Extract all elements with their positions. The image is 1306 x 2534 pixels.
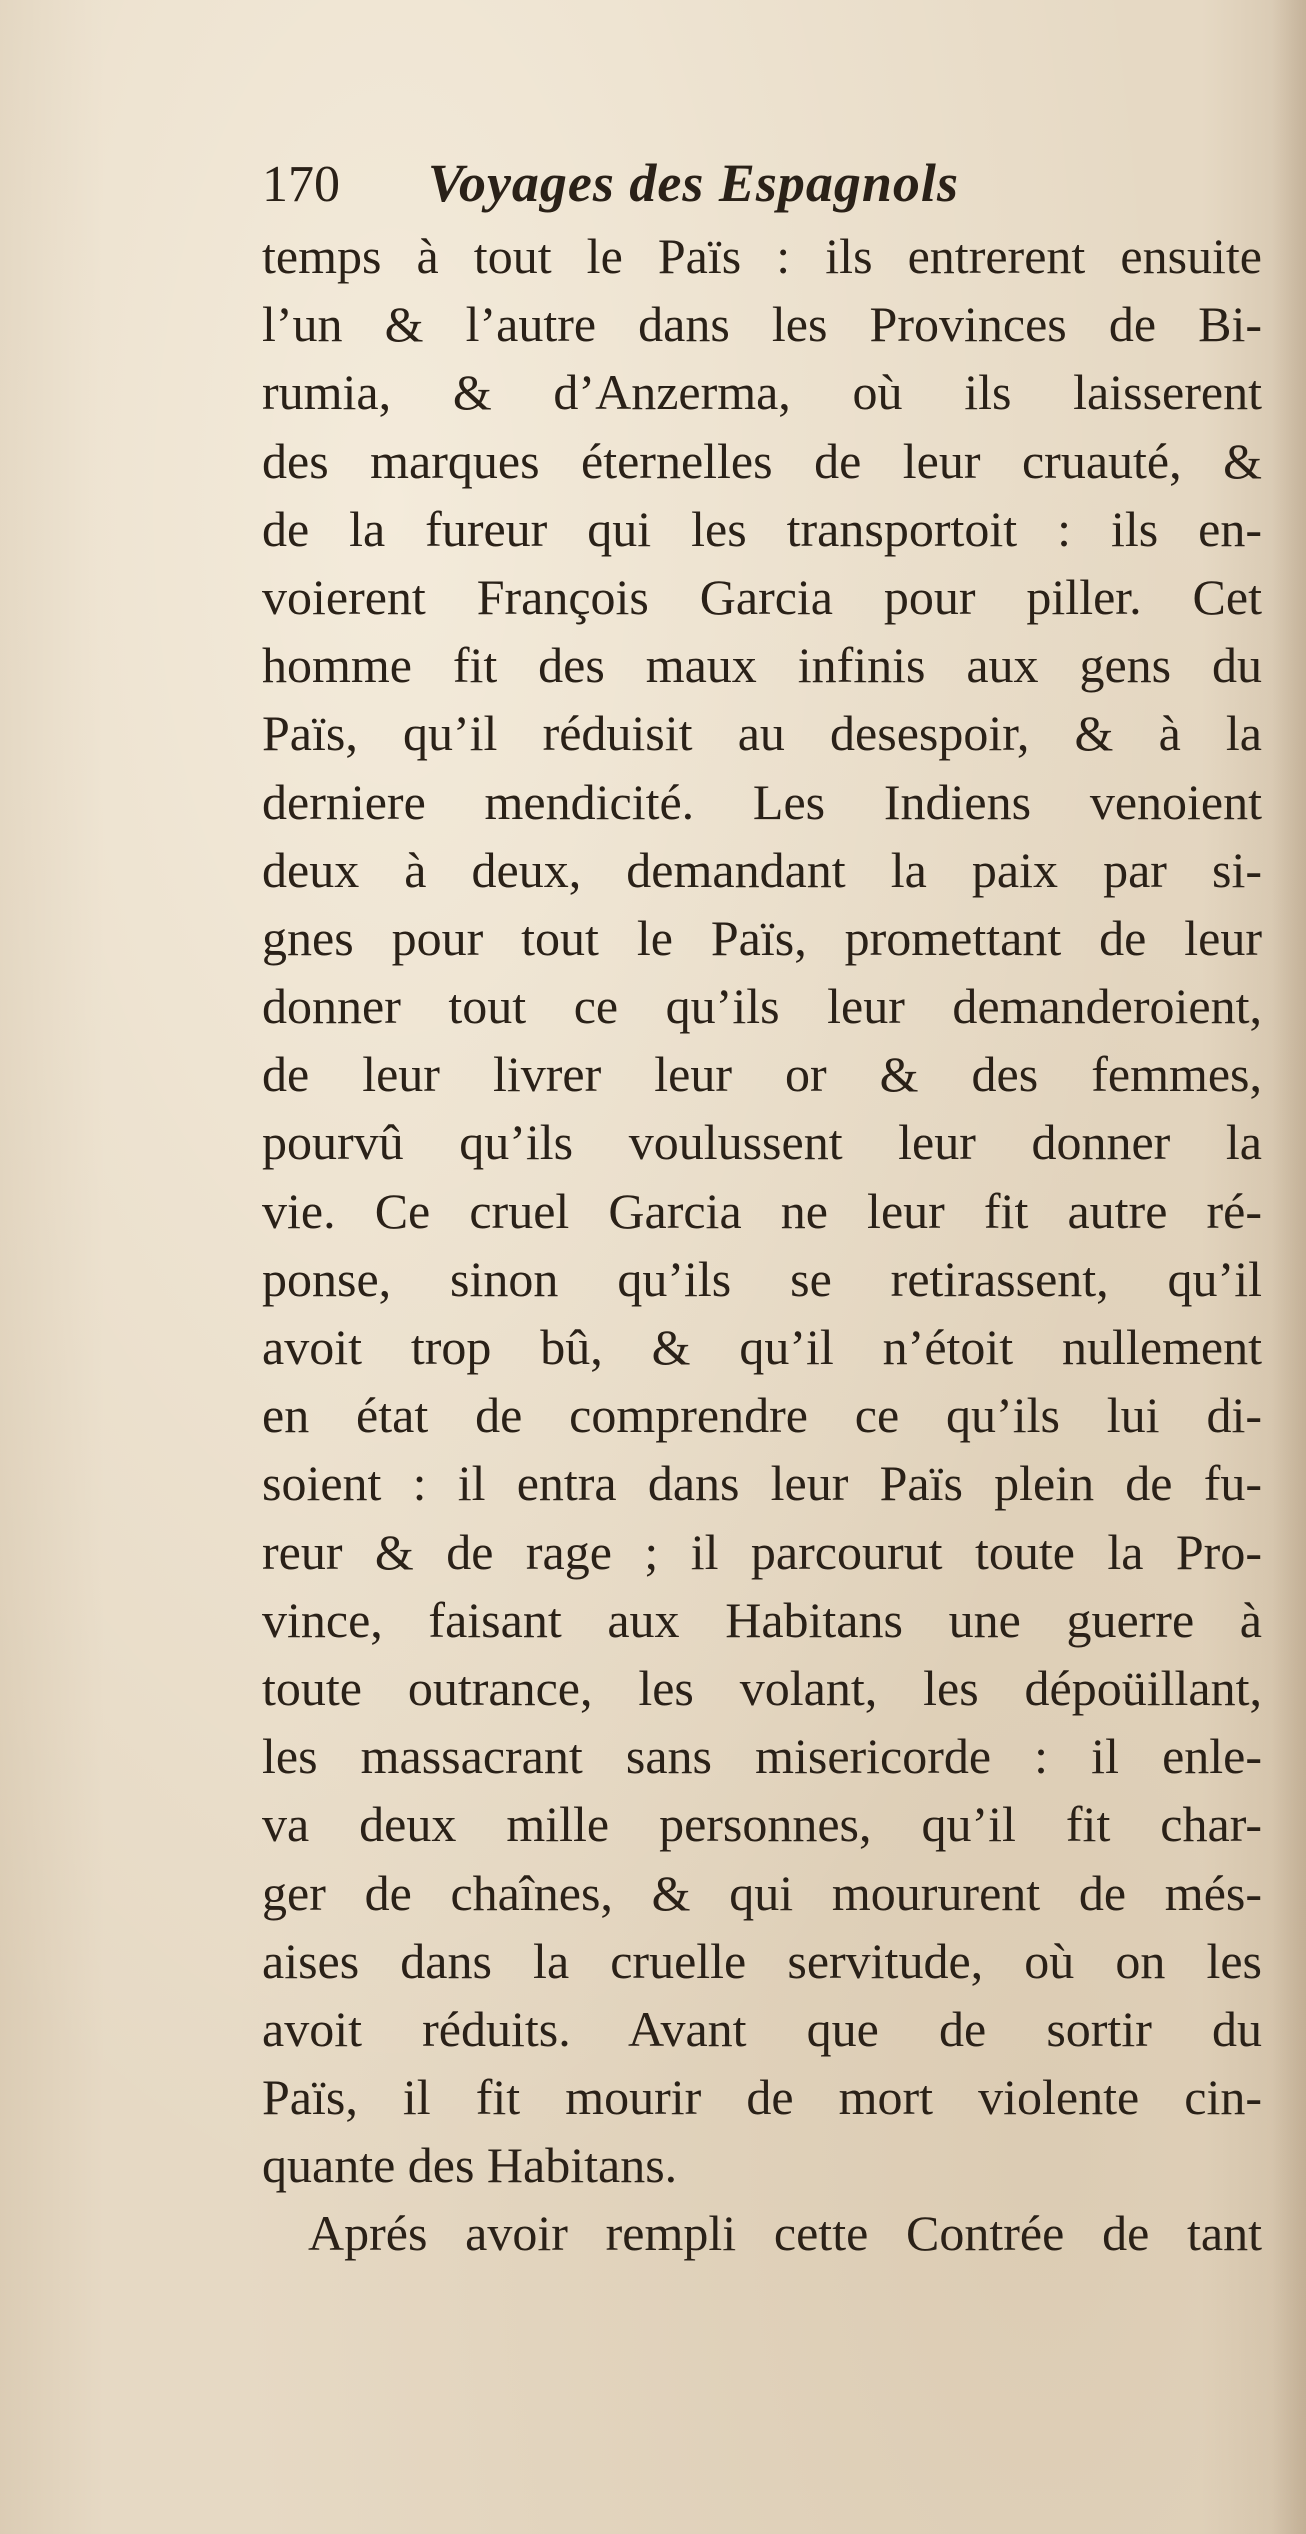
text-line: donner tout ce qu’ils leur demanderoient,: [262, 978, 1262, 1035]
text-line: les massacrant sans misericorde : il enle-: [262, 1728, 1262, 1785]
body-text: [262, 222, 1262, 2268]
running-title: Voyages des Espagnols: [427, 153, 959, 213]
text-line: pourvû qu’ils voulussent leur donner la: [262, 1114, 1262, 1171]
text-line: aises dans la cruelle servitude, où on les: [262, 1932, 1262, 1989]
text-line: de la fureur qui les transportoit : ils en-: [262, 500, 1262, 557]
text-line: gnes pour tout le Païs, promettant de leur: [262, 909, 1262, 966]
text-line: avoit trop bû, & qu’il n’étoit nullement: [262, 1319, 1262, 1375]
text-line: des marques éternelles de leur cruauté, &: [262, 432, 1262, 489]
text-line: Païs, il fit mourir de mort violente cin-: [262, 2069, 1262, 2126]
text-line: toute outrance, les volant, les dépoüillant,: [262, 1659, 1262, 1716]
text-line: rumia, & d’Anzerma, où ils laisserent: [262, 364, 1262, 421]
page-number: 170: [262, 156, 340, 213]
text-line: homme fit des maux infinis aux gens du: [262, 637, 1262, 694]
text-line: deux à deux, demandant la paix par si-: [262, 841, 1262, 898]
running-head: [262, 148, 1162, 218]
text-line: ponse, sinon qu’ils se retirassent, qu’il: [262, 1250, 1262, 1307]
page-edge-shadow: [1272, 0, 1306, 2534]
text-line: va deux mille personnes, qu’il fit char-: [262, 1796, 1262, 1853]
text-line: derniere mendicité. Les Indiens venoient: [262, 773, 1262, 830]
text-line: avoit réduits. Avant que de sortir du: [262, 2000, 1262, 2057]
text-line: soient : il entra dans leur Païs plein de fu-: [262, 1455, 1262, 1512]
text-line: Aprés avoir rempli cette Contrée de tant: [308, 2205, 1262, 2262]
text-line: voierent François Garcia pour piller. Cet: [262, 568, 1262, 625]
text-line: Païs, qu’il réduisit au desespoir, & à la: [262, 705, 1262, 762]
text-line: reur & de rage ; il parcourut toute la Pro-: [262, 1523, 1262, 1580]
text-line: quante des Habitans.: [262, 2137, 678, 2194]
text-line: l’un & l’autre dans les Provinces de Bi-: [262, 296, 1262, 353]
text-line: vince, faisant aux Habitans une guerre à: [262, 1591, 1262, 1648]
text-line: vie. Ce cruel Garcia ne leur fit autre ré-: [262, 1182, 1262, 1239]
text-line: de leur livrer leur or & des femmes,: [262, 1046, 1262, 1103]
text-line: temps à tout le Païs : ils entrerent ensuite: [262, 228, 1262, 284]
text-line: en état de comprendre ce qu’ils lui di-: [262, 1387, 1262, 1444]
text-line: ger de chaînes, & qui moururent de més-: [262, 1864, 1262, 1921]
